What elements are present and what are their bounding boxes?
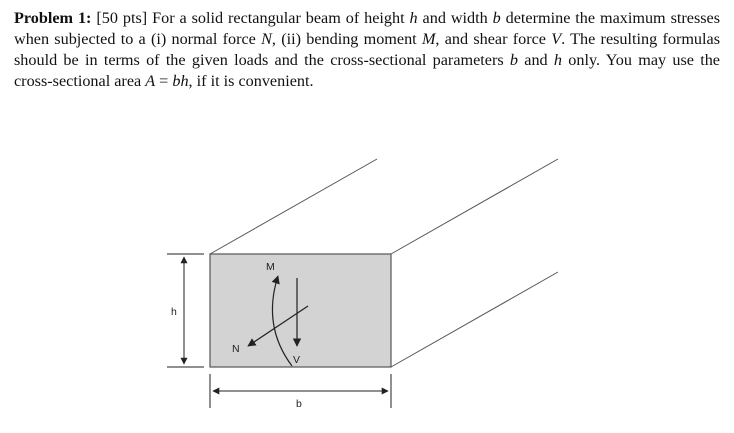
- text-segment: only. You may use the cross-sectional area: [14, 51, 720, 90]
- normal-force-label: N: [232, 343, 240, 355]
- shear-force-label: V: [293, 354, 301, 366]
- text-segment: , (ii) bending moment: [271, 30, 422, 48]
- var-V: V: [551, 30, 562, 48]
- var-M: M: [421, 30, 436, 48]
- problem-label: Problem 1:: [14, 9, 92, 27]
- beam-top-left-edge: [210, 159, 377, 254]
- text-segment: , and shear force: [435, 30, 552, 48]
- var-bh: bh: [172, 72, 189, 90]
- beam-bottom-right-edge: [391, 272, 558, 367]
- var-N: N: [261, 30, 272, 48]
- text-segment: . The resulting formulas should be in terms of the given loads and the cross-sectional parameters: [14, 30, 720, 69]
- var-h: h: [409, 9, 418, 27]
- moment-label: M: [266, 261, 275, 273]
- beam-top-right-edge: [391, 159, 558, 254]
- width-label: b: [296, 398, 302, 410]
- text-segment: =: [155, 72, 173, 90]
- text-segment: For a solid rectangular beam of height: [147, 9, 410, 27]
- var-h: h: [553, 51, 563, 69]
- text-segment: determine the maximum stresses when subjected to a (i) normal force: [14, 9, 721, 48]
- var-b: b: [509, 51, 519, 69]
- text-segment: and: [518, 51, 554, 69]
- var-A: A: [145, 72, 156, 90]
- text-segment: and width: [417, 9, 493, 27]
- height-label: h: [171, 306, 177, 318]
- points-label: [50 pts]: [96, 9, 148, 27]
- text-segment: , if it is convenient.: [188, 72, 314, 90]
- var-b: b: [492, 9, 501, 27]
